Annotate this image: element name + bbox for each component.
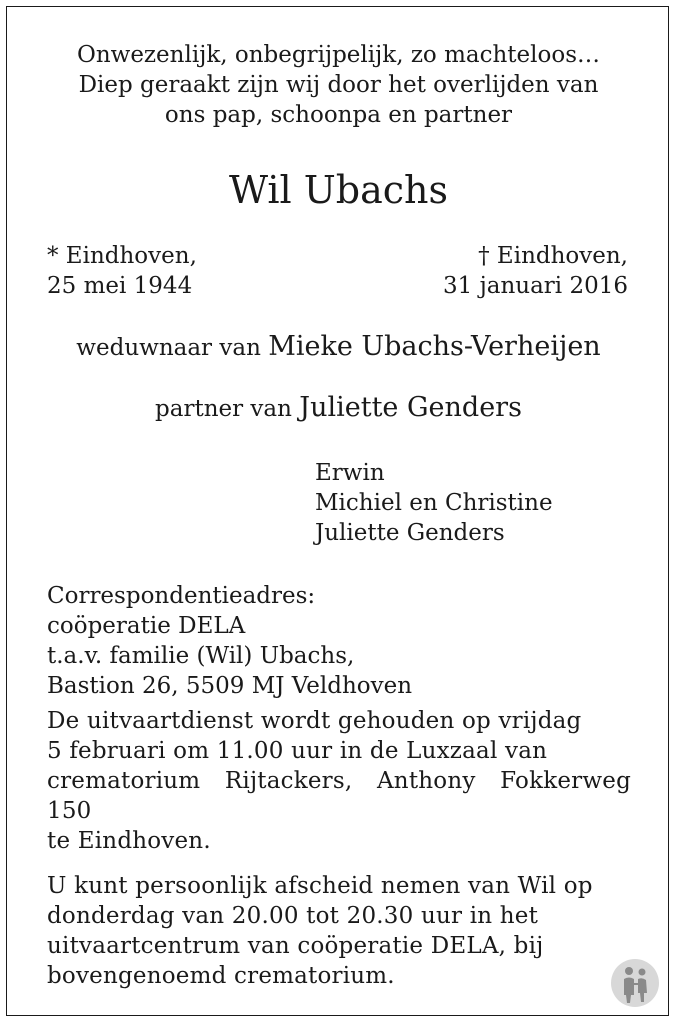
child-name: Erwin (315, 460, 385, 486)
child-name: Michiel en Christine (315, 490, 553, 516)
intro-line: Onwezenlijk, onbegrijpelijk, zo machteloos… (76, 42, 601, 68)
widower-line (7, 332, 670, 363)
birth-info (47, 241, 197, 301)
intro-line: Diep geraakt zijn wij door het overlijden van (78, 72, 599, 98)
service-line: crematorium Rijtackers, Anthony Fokkerweg 150 (47, 768, 631, 824)
partner-prefix: partner van (155, 396, 292, 422)
address-line: t.a.v. familie (Wil) Ubachs, (47, 643, 355, 669)
deceased-name: Wil Ubachs (228, 168, 449, 212)
partner-name: Juliette Genders (299, 392, 522, 423)
intro-line: ons pap, schoonpa en partner (164, 102, 513, 128)
farewell-line: U kunt persoonlijk afscheid nemen van Wil op (47, 873, 593, 899)
address-line: coöperatie DELA (47, 613, 246, 639)
address-line: Correspondentieadres: (47, 583, 316, 609)
birth-date: 25 mei 1944 (47, 273, 193, 299)
birth-place: * Eindhoven, (47, 243, 197, 269)
farewell-paragraph (47, 871, 631, 991)
service-line: te Eindhoven. (47, 828, 211, 854)
intro-text (7, 40, 670, 130)
partner-line (7, 393, 670, 424)
death-place: † Eindhoven, (478, 243, 628, 269)
service-line: 5 februari om 11.00 uur in de Luxzaal van (47, 738, 548, 764)
address-line: Bastion 26, 5509 MJ Veldhoven (47, 673, 413, 699)
service-paragraph (47, 706, 631, 856)
farewell-line: bovengenoemd crematorium. (47, 963, 395, 989)
children-list (315, 458, 553, 548)
dela-figures-logo-icon (610, 957, 660, 1009)
widower-prefix: weduwnaar van (76, 335, 261, 361)
farewell-line: donderdag van 20.00 tot 20.30 uur in het (47, 903, 539, 929)
death-date: 31 januari 2016 (443, 273, 628, 299)
child-name: Juliette Genders (315, 520, 505, 546)
correspondence-address (47, 581, 412, 701)
service-line: De uitvaartdienst wordt gehouden op vrijdag (47, 708, 582, 734)
farewell-line: uitvaartcentrum van coöperatie DELA, bij (47, 933, 544, 959)
death-info (443, 241, 628, 301)
widower-name: Mieke Ubachs-Verheijen (268, 331, 601, 362)
obituary-card (6, 6, 669, 1016)
